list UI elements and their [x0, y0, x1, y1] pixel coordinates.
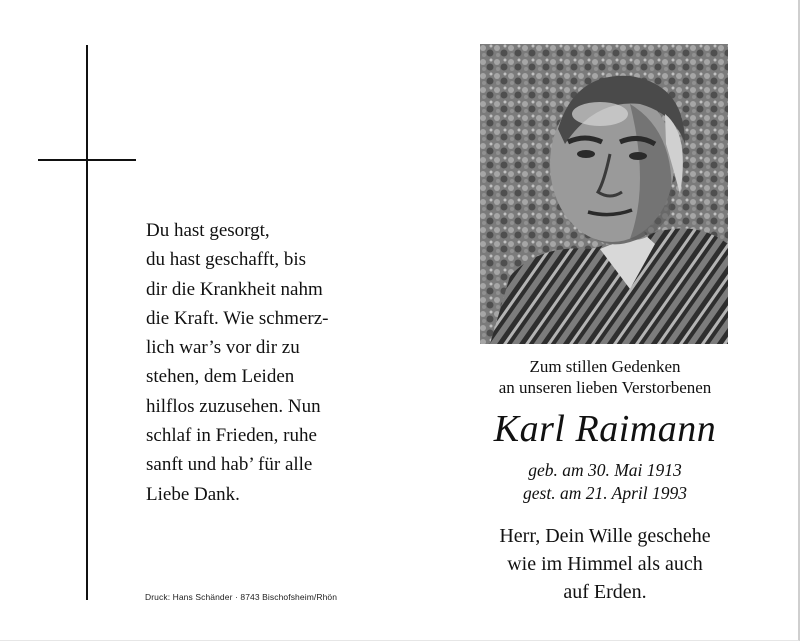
- verse-line: auf Erden.: [563, 581, 647, 603]
- poem-line: dir die Krankheit nahm: [146, 278, 323, 300]
- death-date: gest. am 21. April 1993: [523, 483, 687, 503]
- memorial-text: [454, 356, 756, 606]
- poem-line: Liebe Dank.: [146, 483, 240, 505]
- printer-credit: Druck: Hans Schänder · 8743 Bischofsheim/Rhön: [145, 592, 338, 602]
- cross-icon-horizontal-beam: [38, 159, 136, 161]
- poem-line: Du hast gesorgt,: [146, 220, 270, 241]
- birth-date: geb. am 30. Mai 1913: [528, 460, 682, 480]
- poem-line: die Kraft. Wie schmerz-: [146, 307, 329, 329]
- verse-line: wie im Himmel als auch: [507, 553, 703, 575]
- poem-line: sanft und hab’ für alle: [146, 454, 313, 476]
- deceased-name: Karl Raimann: [493, 408, 717, 450]
- poem-line: schlaf in Frieden, ruhe: [146, 425, 317, 447]
- verse-line: Herr, Dein Wille geschehe: [499, 525, 711, 547]
- poem-text: [146, 216, 386, 509]
- bible-verse: [454, 522, 756, 606]
- poem-line: stehen, dem Leiden: [146, 366, 295, 388]
- poem-line: lich war’s vor dir zu: [146, 337, 300, 359]
- poem-line: hilflos zuzusehen. Nun: [146, 395, 321, 417]
- cross-icon-vertical-beam: [86, 45, 88, 600]
- poem-line: du hast geschafft, bis: [146, 249, 307, 271]
- intro-line: an unseren lieben Verstorbenen: [498, 378, 712, 397]
- intro-line: Zum stillen Gedenken: [529, 357, 681, 376]
- portrait-photo: [480, 44, 728, 344]
- portrait-photo-icon: [480, 44, 728, 344]
